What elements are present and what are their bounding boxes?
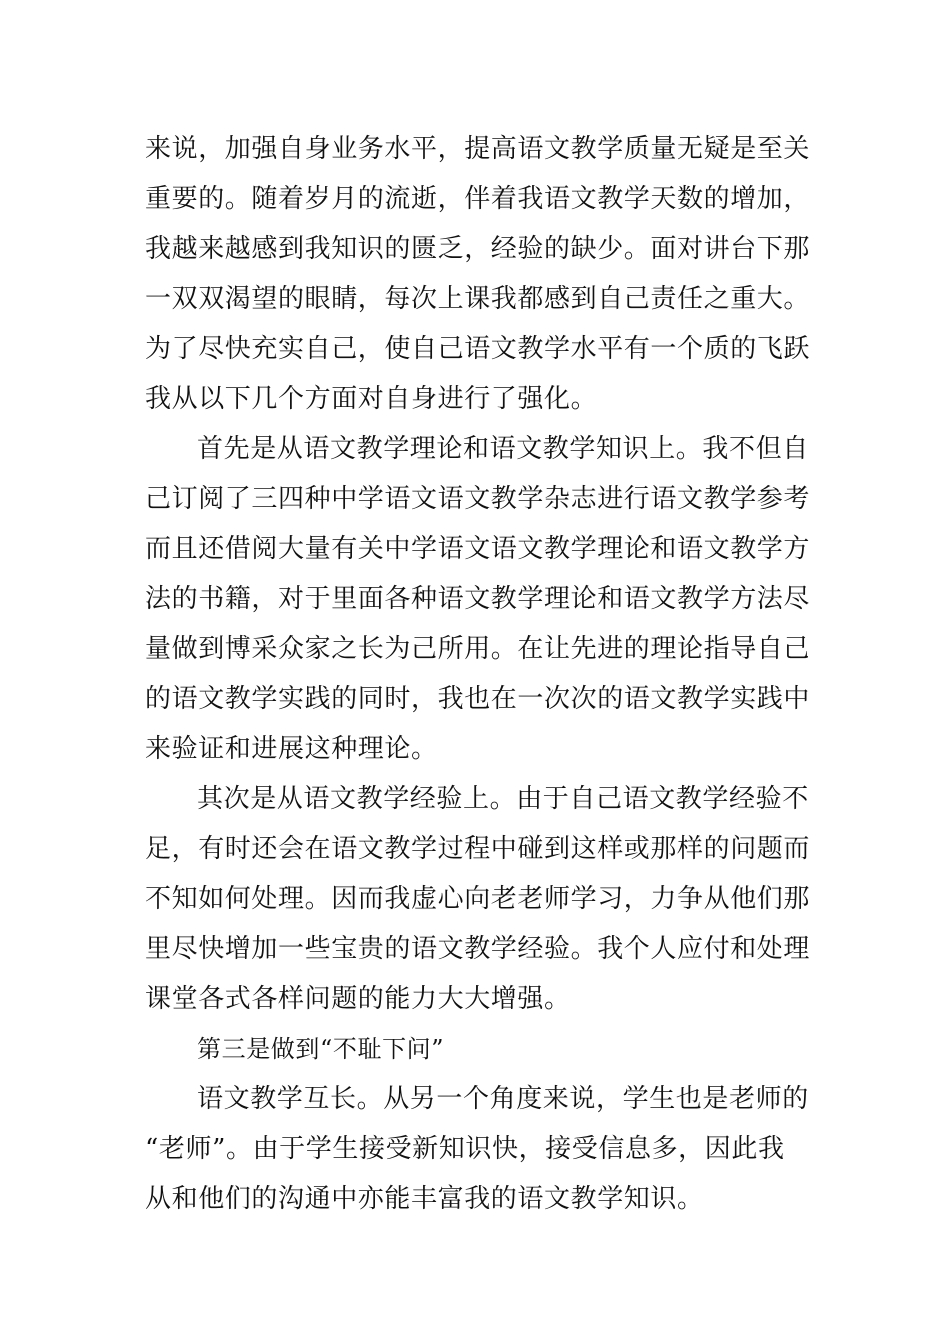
paragraph-5-line-3: 从和他们的沟通中亦能丰富我的语文教学知识。 — [145, 1184, 704, 1214]
paragraph-2-line-1: 首先是从语文教学理论和语文教学知识上。我不但自 — [197, 434, 809, 464]
paragraph-2-line-3: 而且还借阅大量有关中学语文语文教学理论和语文教学方 — [145, 534, 811, 564]
paragraph-1-line-3: 我越来越感到我知识的匮乏，经验的缺少。面对讲台下那 — [145, 234, 811, 264]
paragraph-1-line-1: 来说，加强自身业务水平，提高语文教学质量无疑是至关 — [145, 134, 811, 164]
paragraph-2-line-6: 的语文教学实践的同时，我也在一次次的语文教学实践中 — [145, 684, 811, 714]
paragraph-2-line-2: 己订阅了三四种中学语文语文教学杂志进行语文教学参考 — [145, 484, 811, 514]
paragraph-1-line-5: 为了尽快充实自己，使自己语文教学水平有一个质的飞跃 — [145, 334, 811, 364]
paragraph-1-line-4: 一双双渴望的眼睛，每次上课我都感到自己责任之重大。 — [145, 284, 811, 314]
paragraph-3-line-1: 其次是从语文教学经验上。由于自己语文教学经验不 — [197, 784, 809, 814]
paragraph-5-line-2: “老师”。由于学生接受新知识快，接受信息多，因此我 — [145, 1134, 785, 1164]
paragraph-1-line-2: 重要的。随着岁月的流逝，伴着我语文教学天数的增加， — [145, 184, 811, 214]
paragraph-2-line-7: 来验证和进展这种理论。 — [145, 734, 438, 764]
paragraph-2-line-4: 法的书籍，对于里面各种语文教学理论和语文教学方法尽 — [145, 584, 811, 614]
paragraph-3-line-4: 里尽快增加一些宝贵的语文教学经验。我个人应付和处理 — [145, 934, 811, 964]
paragraph-1-line-6: 我从以下几个方面对自身进行了强化。 — [145, 384, 598, 414]
paragraph-3-line-2: 足，有时还会在语文教学过程中碰到这样或那样的问题而 — [145, 834, 811, 864]
paragraph-2-line-5: 量做到博采众家之长为己所用。在让先进的理论指导自己 — [145, 634, 811, 664]
paragraph-3-line-3: 不知如何处理。因而我虚心向老老师学习，力争从他们那 — [145, 884, 811, 914]
paragraph-4-heading-line: 第三是做到“不耻下问” — [197, 1035, 445, 1063]
paragraph-3-line-5: 课堂各式各样问题的能力大大增强。 — [145, 984, 571, 1014]
paragraph-5-line-1: 语文教学互长。从另一个角度来说，学生也是老师的 — [197, 1084, 809, 1114]
